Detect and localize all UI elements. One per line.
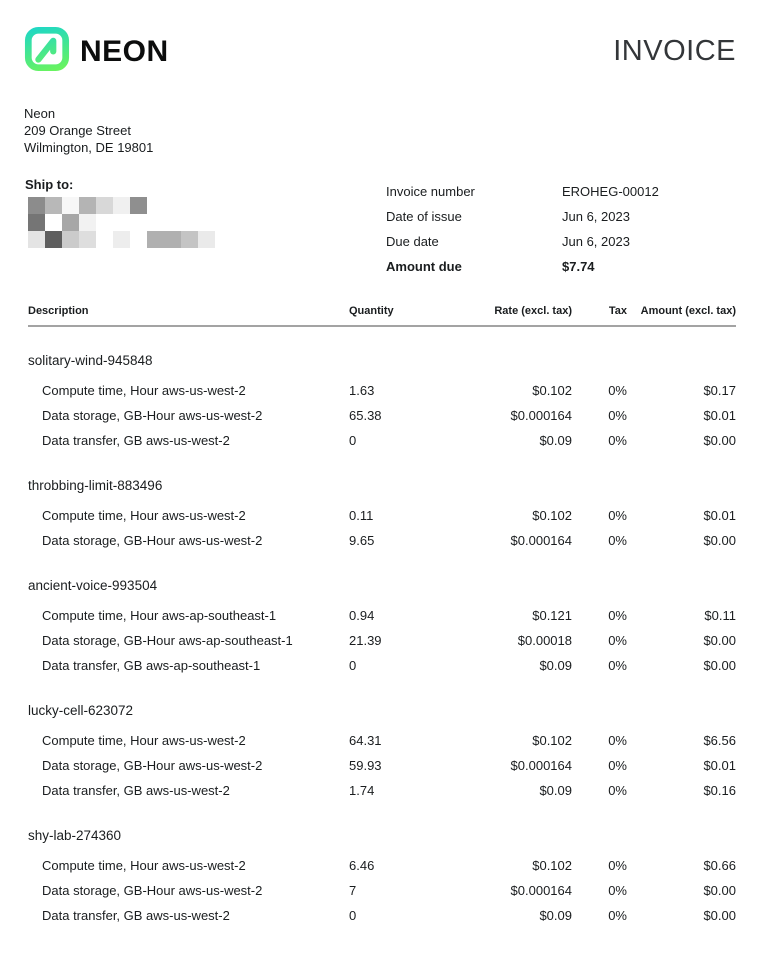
ship-to-label: Ship to: xyxy=(25,177,74,192)
project-group xyxy=(28,478,736,553)
line-item-tax: 0% xyxy=(608,533,627,548)
mosaic-cell xyxy=(147,231,164,248)
line-item-description: Data storage, GB-Hour aws-us-west-2 xyxy=(42,758,263,773)
line-item-amount: $0.00 xyxy=(703,908,736,923)
project-name: solitary-wind-945848 xyxy=(28,353,153,368)
line-item-description: Data storage, GB-Hour aws-ap-southeast-1 xyxy=(42,633,293,648)
line-item-description: Data transfer, GB aws-us-west-2 xyxy=(42,908,230,923)
line-item-rate: $0.102 xyxy=(532,508,572,523)
line-item-tax: 0% xyxy=(608,883,627,898)
line-item-rate: $0.102 xyxy=(532,733,572,748)
project-group xyxy=(28,578,736,678)
meta-value: EROHEG-00012 xyxy=(562,184,659,199)
document-title: INVOICE xyxy=(613,35,736,67)
line-item-rate: $0.102 xyxy=(532,383,572,398)
line-item-row xyxy=(28,503,736,528)
redacted-address-mosaic xyxy=(28,197,215,248)
meta-label: Due date xyxy=(386,234,439,249)
line-item-tax: 0% xyxy=(608,858,627,873)
mosaic-cell xyxy=(181,231,198,248)
line-item-row xyxy=(28,603,736,628)
column-header-description: Description xyxy=(28,305,89,317)
line-item-description: Data storage, GB-Hour aws-us-west-2 xyxy=(42,883,263,898)
brand-wordmark: NEON xyxy=(80,34,169,68)
line-item-tax: 0% xyxy=(608,508,627,523)
line-item-amount: $0.00 xyxy=(703,533,736,548)
line-item-row xyxy=(28,428,736,453)
line-item-rate: $0.000164 xyxy=(510,533,572,548)
project-name: lucky-cell-623072 xyxy=(28,703,134,718)
mosaic-cell xyxy=(79,197,96,214)
line-item-row xyxy=(28,653,736,678)
mosaic-cell xyxy=(130,214,147,231)
line-item-description: Compute time, Hour aws-us-west-2 xyxy=(42,383,246,398)
line-item-rate: $0.000164 xyxy=(510,408,572,423)
line-item-row xyxy=(28,403,736,428)
line-item-quantity: 0.94 xyxy=(349,608,375,623)
meta-row xyxy=(386,254,736,279)
mosaic-cell xyxy=(181,197,198,214)
mosaic-cell xyxy=(45,214,62,231)
line-item-amount: $0.00 xyxy=(703,633,736,648)
line-item-description: Compute time, Hour aws-us-west-2 xyxy=(42,508,246,523)
meta-value: Jun 6, 2023 xyxy=(562,234,630,249)
line-item-rate: $0.00018 xyxy=(517,633,572,648)
mosaic-cell xyxy=(28,214,45,231)
mosaic-cell xyxy=(181,214,198,231)
mosaic-cell xyxy=(45,231,62,248)
line-item-amount: $0.01 xyxy=(703,758,736,773)
line-item-amount: $0.00 xyxy=(703,658,736,673)
mosaic-cell xyxy=(164,197,181,214)
meta-label: Date of issue xyxy=(386,209,462,224)
line-item-tax: 0% xyxy=(608,758,627,773)
line-item-amount: $0.00 xyxy=(703,433,736,448)
line-item-quantity: 1.63 xyxy=(349,383,375,398)
company-address xyxy=(24,105,736,156)
line-item-quantity: 65.38 xyxy=(349,408,382,423)
line-item-row xyxy=(28,378,736,403)
line-item-quantity: 21.39 xyxy=(349,633,382,648)
line-items-table xyxy=(28,305,736,928)
line-item-description: Compute time, Hour aws-us-west-2 xyxy=(42,858,246,873)
ship-to-block xyxy=(24,177,215,279)
info-row xyxy=(24,177,736,279)
line-item-quantity: 1.74 xyxy=(349,783,375,798)
line-item-quantity: 64.31 xyxy=(349,733,382,748)
line-item-row xyxy=(28,728,736,753)
line-item-rate: $0.09 xyxy=(539,783,572,798)
line-item-tax: 0% xyxy=(608,733,627,748)
line-item-description: Data transfer, GB aws-us-west-2 xyxy=(42,783,230,798)
line-item-rate: $0.09 xyxy=(539,908,572,923)
line-item-tax: 0% xyxy=(608,383,627,398)
meta-label: Amount due xyxy=(386,259,462,274)
mosaic-row xyxy=(28,197,215,214)
column-header-quantity: Quantity xyxy=(349,305,394,317)
line-item-quantity: 0 xyxy=(349,658,357,673)
line-item-quantity: 6.46 xyxy=(349,858,375,873)
line-item-description: Data storage, GB-Hour aws-us-west-2 xyxy=(42,408,263,423)
line-item-amount: $0.11 xyxy=(704,608,736,623)
line-item-rate: $0.102 xyxy=(532,858,572,873)
project-group xyxy=(28,353,736,453)
line-item-row xyxy=(28,853,736,878)
line-item-row xyxy=(28,753,736,778)
project-name: throbbing-limit-883496 xyxy=(28,478,163,493)
mosaic-row xyxy=(28,214,215,231)
line-item-rate: $0.09 xyxy=(539,433,572,448)
line-item-rate: $0.000164 xyxy=(510,758,572,773)
line-item-row xyxy=(28,528,736,553)
line-item-tax: 0% xyxy=(608,658,627,673)
company-name: Neon xyxy=(24,106,56,121)
line-item-quantity: 7 xyxy=(349,883,357,898)
meta-row xyxy=(386,229,736,254)
line-item-rate: $0.121 xyxy=(532,608,572,623)
mosaic-cell xyxy=(113,231,130,248)
mosaic-cell xyxy=(28,197,45,214)
table-header-row xyxy=(28,305,736,327)
meta-value: Jun 6, 2023 xyxy=(562,209,630,224)
line-item-description: Data storage, GB-Hour aws-us-west-2 xyxy=(42,533,263,548)
mosaic-cell xyxy=(198,197,215,214)
column-header-rate: Rate (excl. tax) xyxy=(494,305,572,317)
line-item-tax: 0% xyxy=(608,408,627,423)
line-item-quantity: 0 xyxy=(349,908,357,923)
mosaic-cell xyxy=(62,197,79,214)
mosaic-cell xyxy=(28,231,45,248)
mosaic-row xyxy=(28,231,215,248)
line-item-tax: 0% xyxy=(608,608,627,623)
line-item-description: Data transfer, GB aws-us-west-2 xyxy=(42,433,230,448)
mosaic-cell xyxy=(198,214,215,231)
line-item-amount: $0.66 xyxy=(703,858,736,873)
project-group xyxy=(28,828,736,928)
column-header-amount: Amount (excl. tax) xyxy=(640,305,736,317)
mosaic-cell xyxy=(113,214,130,231)
brand xyxy=(24,26,169,77)
mosaic-cell xyxy=(198,231,215,248)
mosaic-cell xyxy=(62,214,79,231)
line-item-amount: $0.17 xyxy=(703,383,736,398)
project-name: ancient-voice-993504 xyxy=(28,578,158,593)
line-item-amount: $0.01 xyxy=(703,508,736,523)
line-item-row xyxy=(28,878,736,903)
line-item-tax: 0% xyxy=(608,908,627,923)
line-item-quantity: 59.93 xyxy=(349,758,382,773)
line-item-description: Compute time, Hour aws-ap-southeast-1 xyxy=(42,608,277,623)
company-street: 209 Orange Street xyxy=(24,123,131,138)
line-item-quantity: 0 xyxy=(349,433,357,448)
neon-logo-icon xyxy=(24,26,70,77)
line-item-row xyxy=(28,903,736,928)
header xyxy=(24,26,736,77)
mosaic-cell xyxy=(164,214,181,231)
meta-label: Invoice number xyxy=(386,184,475,199)
project-group xyxy=(28,703,736,803)
line-item-description: Data transfer, GB aws-ap-southeast-1 xyxy=(42,658,261,673)
mosaic-cell xyxy=(45,197,62,214)
line-item-rate: $0.000164 xyxy=(510,883,572,898)
line-item-description: Compute time, Hour aws-us-west-2 xyxy=(42,733,246,748)
column-header-tax: Tax xyxy=(608,305,627,317)
meta-value: $7.74 xyxy=(562,259,595,274)
line-item-tax: 0% xyxy=(608,433,627,448)
meta-row xyxy=(386,179,736,204)
mosaic-cell xyxy=(147,214,164,231)
invoice-meta xyxy=(386,177,736,279)
project-name: shy-lab-274360 xyxy=(28,828,122,843)
company-city-state: Wilmington, DE 19801 xyxy=(24,140,154,155)
mosaic-cell xyxy=(147,197,164,214)
line-item-quantity: 9.65 xyxy=(349,533,375,548)
mosaic-cell xyxy=(79,214,96,231)
mosaic-cell xyxy=(164,231,181,248)
line-item-row xyxy=(28,778,736,803)
line-item-amount: $6.56 xyxy=(703,733,736,748)
line-item-rate: $0.09 xyxy=(539,658,572,673)
mosaic-cell xyxy=(130,231,147,248)
mosaic-cell xyxy=(96,231,113,248)
line-item-amount: $0.16 xyxy=(703,783,736,798)
line-item-quantity: 0.11 xyxy=(349,508,374,523)
mosaic-cell xyxy=(79,231,96,248)
line-item-tax: 0% xyxy=(608,783,627,798)
line-item-amount: $0.00 xyxy=(703,883,736,898)
line-item-groups xyxy=(28,353,736,928)
meta-row xyxy=(386,204,736,229)
line-item-tax: 0% xyxy=(608,633,627,648)
line-item-row xyxy=(28,628,736,653)
mosaic-cell xyxy=(62,231,79,248)
mosaic-cell xyxy=(96,214,113,231)
mosaic-cell xyxy=(96,197,113,214)
mosaic-cell xyxy=(130,197,147,214)
mosaic-cell xyxy=(113,197,130,214)
line-item-amount: $0.01 xyxy=(703,408,736,423)
